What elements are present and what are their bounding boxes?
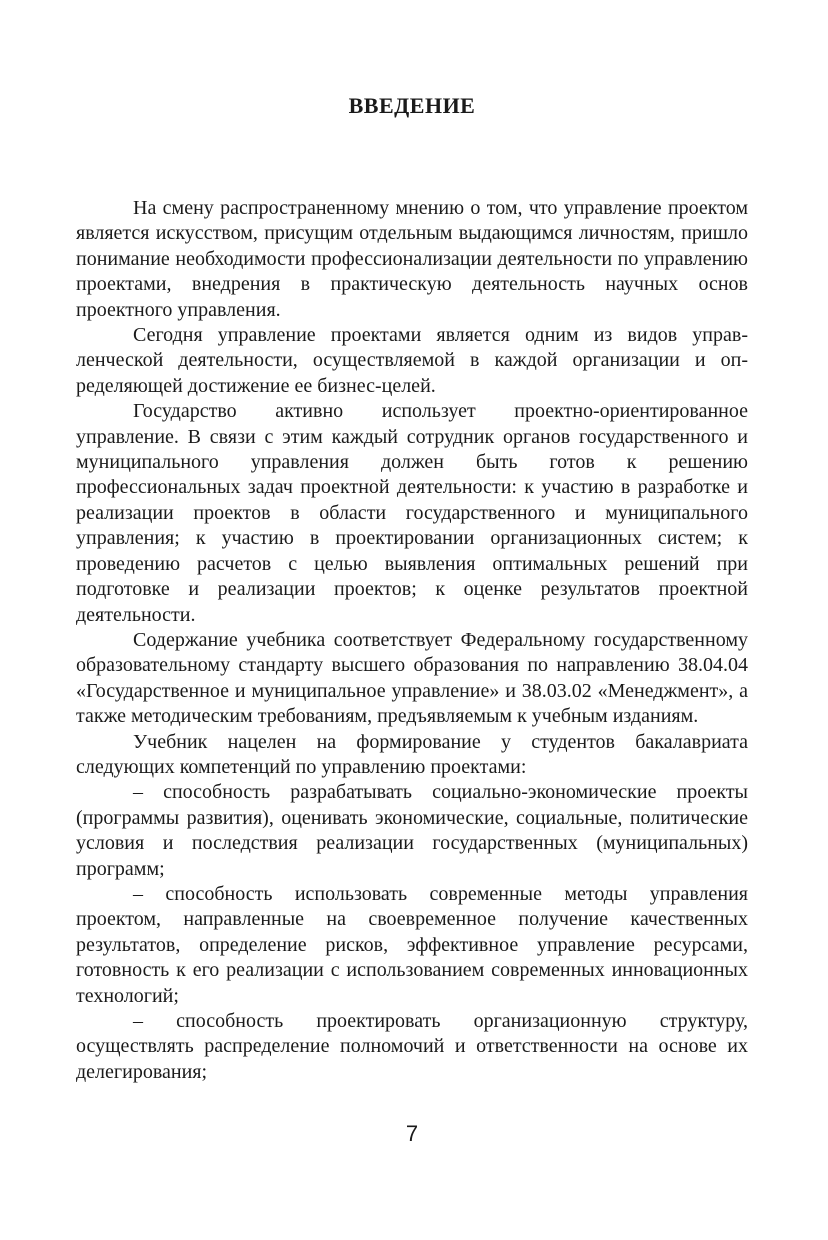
chapter-heading: ВВЕДЕНИЕ	[348, 93, 476, 118]
list-item: – способность использовать современные методы управления проектом, направленные на своевременное получение качественных результатов, определение рисков, эффективное управление ресурсами, готовность к его реализации с использованием современных инновационных технологий;	[76, 882, 748, 1007]
paragraph: Государство активно использует проектно-ориентированное управление. В связи с этим каждый сотрудник органов государственного и муниципального управления должен быть готов к решению профессиональных задач проектной деятельности: к участию в разработке и реализации проектов в области государственного и муниципального управления; к участию в проектировании организационных систем; к проведению расчетов с целью выявления оптимальных решений при подготовке и реализации проектов; к оценке результатов проектной деятельности.	[76, 400, 748, 626]
body-text	[76, 196, 748, 1085]
page-number: 7	[405, 1121, 419, 1146]
paragraph: Учебник нацелен на формирование у студентов бакалавриата следующих компетенций по управлению проектами:	[76, 730, 748, 778]
paragraph: Сегодня управление проектами является одним из видов управленческой деятельности, осуществляемой в каждой организации и определяющей достижение ее бизнес-целей.	[76, 324, 748, 397]
list-item: – способность разрабатывать социально-экономические проекты (программы развития), оценивать экономические, социальные, политические условия и последствия реализации государственных (муниципальных) программ;	[76, 781, 748, 880]
paragraph: На смену распространенному мнению о том, что управление проектом является искусством, присущим отдельным выдающимся личностям, пришло понимание необходимости профессионализации деятельности по управлению проектами, внедрения в практическую деятельность научных основ проектного управления.	[76, 197, 748, 321]
paragraph: Содержание учебника соответствует Федеральному государственному образовательному стандарту высшего образования по направлению 38.04.04 «Государственное и муниципальное управление» и 38.03.02 «Менеджмент», а также методическим требованиям, предъявляемым к учебным изданиям.	[76, 628, 748, 728]
list-item: – способность проектировать организационную структуру, осуществлять распределение полномочий и ответственности на основе их делегирования;	[76, 1010, 748, 1083]
